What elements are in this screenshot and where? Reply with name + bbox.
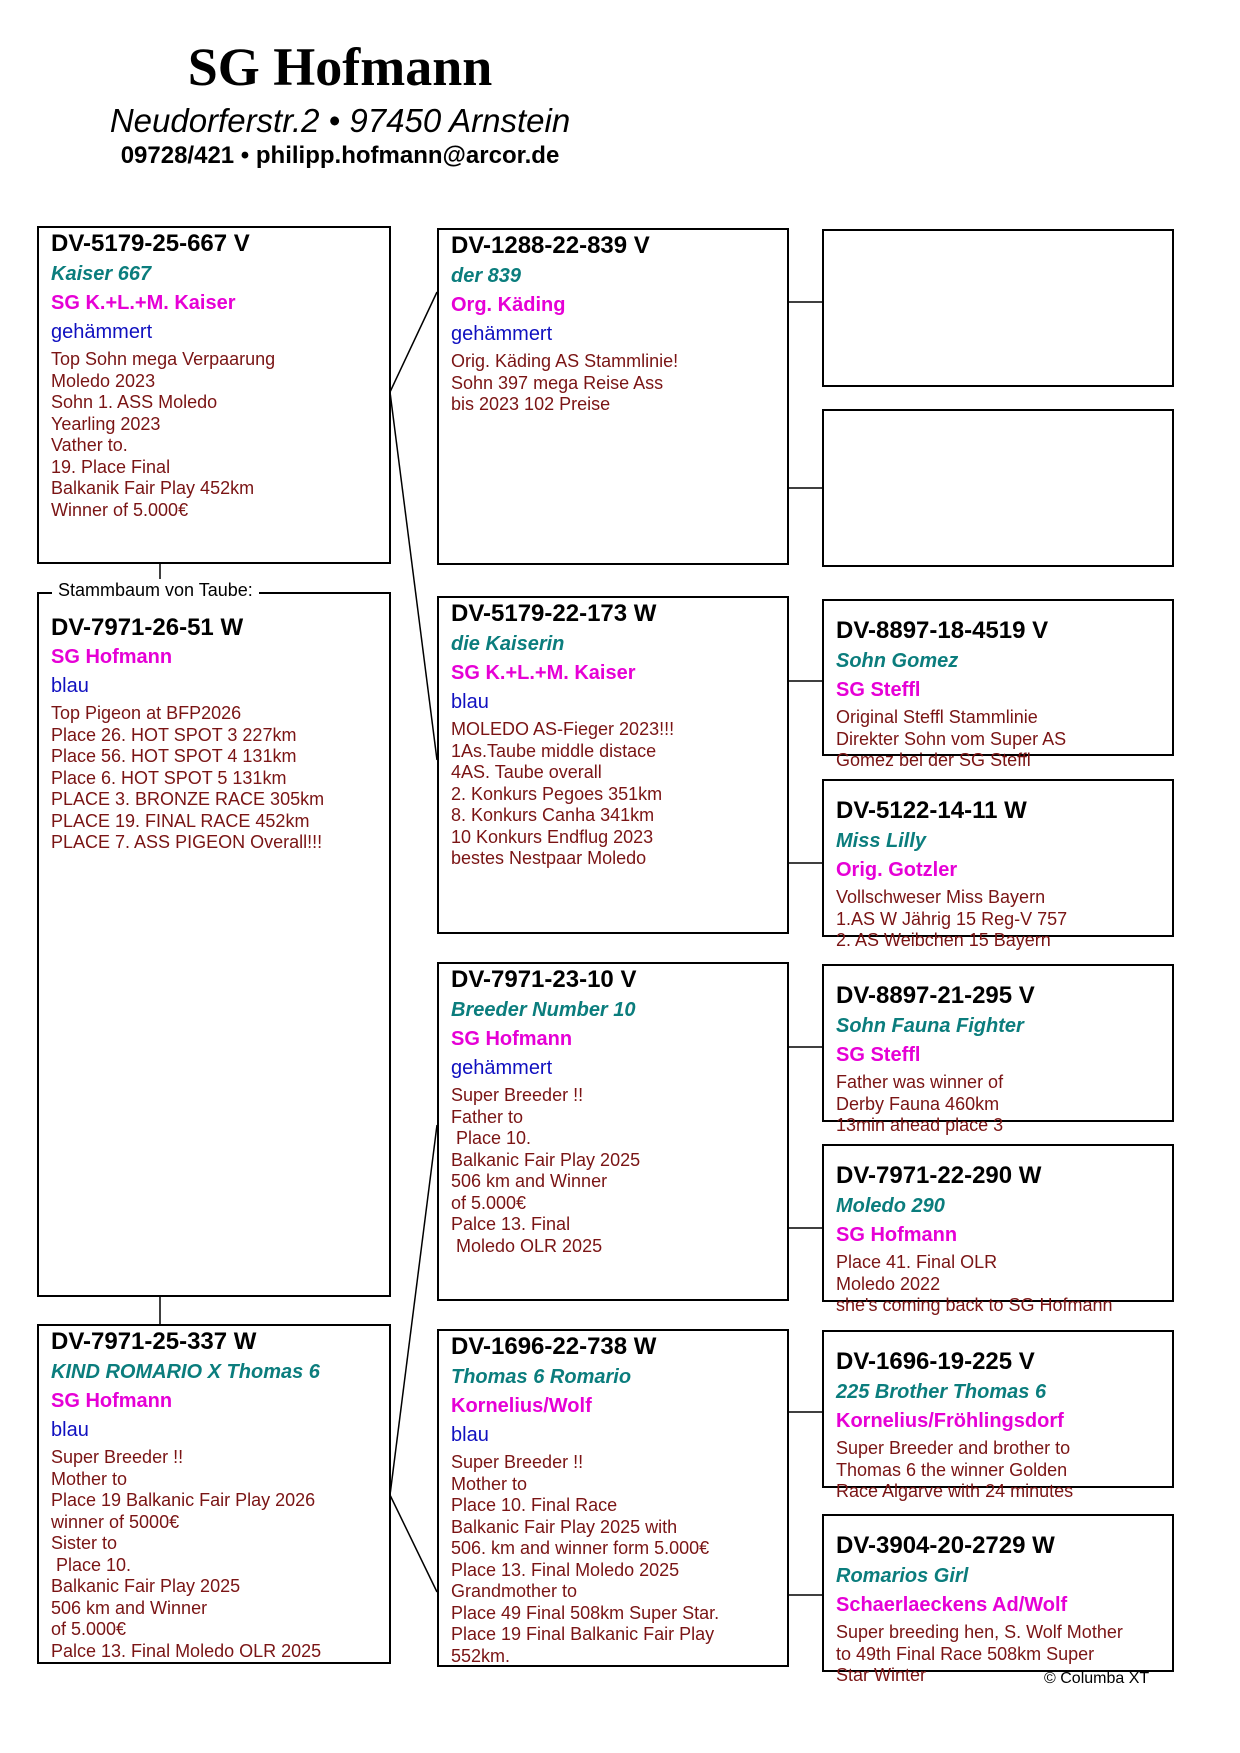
pigeon-name: Miss Lilly	[836, 830, 927, 852]
note-line: Balkanic Fair Play 2025	[451, 1149, 641, 1170]
breeder-name: SG Hofmann	[451, 1028, 573, 1050]
note-line: Place 19 Balkanic Fair Play 2026	[51, 1490, 316, 1510]
note-line: Place 6. HOT SPOT 5 131km	[51, 767, 287, 788]
pedigree-box-mother-mother	[437, 1329, 789, 1667]
note-line: Father to	[451, 1106, 524, 1127]
note-line: 4AS. Taube overall	[451, 762, 602, 782]
notes	[836, 1072, 1160, 1137]
ring-number: DV-8897-21-295 V	[836, 982, 1035, 1009]
breeder-name: Kornelius/Wolf	[451, 1395, 592, 1417]
note-line: 1As.Taube middle distace	[451, 740, 657, 761]
note-line: Place 26. HOT SPOT 3 227km	[51, 724, 297, 745]
note-line: Grandmother to	[451, 1581, 578, 1601]
note-line: Top Pigeon at BFP2026	[51, 703, 242, 723]
notes	[836, 1438, 1160, 1503]
breeder-name: Org. Käding	[451, 294, 566, 316]
note-line: 552km.	[451, 1645, 511, 1666]
note-line: Balkanic Fair Play 2025 with	[451, 1516, 678, 1537]
note-line: Mother to	[51, 1468, 128, 1489]
note-line: 19. Place Final	[51, 456, 171, 477]
note-line: Place 41. Final OLR	[836, 1252, 998, 1272]
note-line: Balkanik Fair Play 452km	[51, 478, 255, 498]
note-line: Top Sohn mega Verpaarung	[51, 349, 276, 369]
pigeon-name: Moledo 290	[836, 1195, 945, 1217]
ring-number: DV-3904-20-2729 W	[836, 1532, 1055, 1559]
note-line: of 5.000€	[451, 1192, 527, 1213]
breeder-name: SG Steffl	[836, 679, 921, 701]
ring-number: DV-7971-26-51 W	[51, 614, 244, 641]
note-line: Place 56. HOT SPOT 4 131km	[51, 746, 297, 766]
pigeon-name: Sohn Fauna Fighter	[836, 1015, 1024, 1037]
note-line: Place 10.	[51, 1554, 132, 1575]
note-line: Race Algarve with 24 minutes	[836, 1481, 1074, 1501]
pedigree-box-empty-2	[822, 409, 1174, 567]
breeder-name: SG K.+L.+M. Kaiser	[451, 662, 636, 684]
color-label: blau	[51, 1419, 89, 1441]
pigeon-name: Breeder Number 10	[451, 999, 636, 1021]
note-line: Thomas 6 the winner Golden	[836, 1459, 1068, 1480]
address-line: Neudorferstr.2 • 97450 Arnstein	[109, 102, 571, 139]
note-line: Sohn 1. ASS Moledo	[51, 392, 218, 412]
breeder-name: Orig. Gotzler	[836, 859, 958, 881]
pedigree-box-father-mother	[437, 596, 789, 934]
note-line: Balkanic Fair Play 2025	[51, 1576, 241, 1596]
notes	[836, 887, 1160, 952]
notes	[51, 703, 377, 854]
note-line: Direkter Sohn vom Super AS	[836, 728, 1067, 749]
pigeon-name: die Kaiserin	[451, 633, 565, 655]
ring-number: DV-7971-22-290 W	[836, 1162, 1042, 1189]
note-line: PLACE 19. FINAL RACE 452km	[51, 810, 310, 831]
note-line: 10 Konkurs Endflug 2023	[451, 826, 654, 847]
pedigree-box-fm-mother	[822, 779, 1174, 950]
note-line: MOLEDO AS-Fieger 2023!!!	[451, 719, 675, 739]
note-line: Moledo 2023	[51, 370, 156, 391]
ring-number: DV-5122-14-11 W	[836, 797, 1027, 824]
breeder-name: SG Hofmann	[836, 1224, 958, 1246]
breeder-name: SG K.+L.+M. Kaiser	[51, 292, 236, 314]
notes	[451, 1085, 775, 1257]
note-line: Super breeding hen, S. Wolf Mother	[836, 1622, 1123, 1642]
pedigree-box-mm-father	[822, 1330, 1174, 1501]
pigeon-name: Kaiser 667	[51, 263, 152, 285]
pigeon-name: Sohn Gomez	[836, 650, 959, 672]
notes	[836, 707, 1160, 772]
note-line: Super Breeder !!	[451, 1085, 584, 1105]
pigeon-name: 225 Brother Thomas 6	[836, 1381, 1047, 1403]
note-line: Vather to.	[51, 435, 128, 455]
note-line: 8. Konkurs Canha 341km	[451, 805, 655, 825]
note-line: 2. AS Weibchen 15 Bayern	[836, 930, 1051, 950]
breeder-name: SG Hofmann	[51, 1390, 173, 1412]
pedigree-box-father	[37, 226, 391, 564]
note-line: bestes Nestpaar Moledo	[451, 848, 647, 868]
note-line: Place 19 Final Balkanic Fair Play	[451, 1624, 715, 1644]
breeder-name: SG Hofmann	[51, 646, 173, 668]
note-line: Mother to	[451, 1473, 528, 1494]
note-line: Winner of 5.000€	[51, 499, 189, 520]
color-label: gehämmert	[51, 321, 153, 343]
ring-number: DV-1696-22-738 W	[451, 1333, 657, 1360]
note-line: Palce 13. Final	[451, 1214, 571, 1234]
color-label: gehämmert	[451, 323, 553, 345]
notes	[836, 1252, 1160, 1317]
note-line: Moledo 2022	[836, 1273, 941, 1294]
note-line: Super Breeder !!	[51, 1447, 184, 1467]
notes	[451, 1452, 775, 1667]
color-label: blau	[51, 675, 89, 697]
note-line: Orig. Käding AS Stammlinie!	[451, 351, 679, 371]
note-line: Place 10. Final Race	[451, 1495, 618, 1515]
notes	[51, 349, 377, 521]
pedigree-box-mother-father	[437, 962, 789, 1301]
ring-number: DV-7971-23-10 V	[451, 966, 637, 993]
notes	[51, 1447, 377, 1662]
note-line: PLACE 7. ASS PIGEON Overall!!!	[51, 832, 323, 852]
note-line: to 49th Final Race 508km Super	[836, 1643, 1095, 1664]
color-label: gehämmert	[451, 1057, 553, 1079]
page-title: SG Hofmann	[187, 37, 493, 97]
note-line: she's coming back to SG Hofmann	[836, 1295, 1113, 1315]
note-line: Place 13. Final Moledo 2025	[451, 1559, 680, 1580]
note-line: Super Breeder !!	[451, 1452, 584, 1472]
pedigree-box-mf-mother	[822, 1144, 1174, 1315]
ring-number: DV-1696-19-225 V	[836, 1348, 1035, 1375]
pedigree-box-mother	[37, 1324, 391, 1664]
breeder-name: Kornelius/Fröhlingsdorf	[836, 1410, 1064, 1432]
contact-line: 09728/421 • philipp.hofmann@arcor.de	[120, 142, 560, 169]
ring-number: DV-8897-18-4519 V	[836, 617, 1049, 644]
ring-number: DV-7971-25-337 W	[51, 1328, 257, 1355]
note-line: PLACE 3. BRONZE RACE 305km	[51, 789, 325, 809]
note-line: 2. Konkurs Pegoes 351km	[451, 783, 663, 804]
note-line: 1.AS W Jährig 15 Reg-V 757	[836, 908, 1068, 929]
pedigree-box-empty-1	[822, 229, 1174, 387]
note-line: Moledo OLR 2025	[451, 1235, 603, 1256]
note-line: Palce 13. Final Moledo OLR 2025	[51, 1640, 322, 1661]
pigeon-name: Romarios Girl	[836, 1565, 969, 1587]
note-line: Derby Fauna 460km	[836, 1093, 1000, 1114]
note-line: Sohn 397 mega Reise Ass	[451, 372, 664, 393]
note-line: Super Breeder and brother to	[836, 1438, 1071, 1458]
ring-number: DV-5179-22-173 W	[451, 600, 657, 627]
pigeon-name: der 839	[451, 265, 522, 287]
pigeon-name: KIND ROMARIO X Thomas 6	[51, 1361, 320, 1383]
note-line: Place 49 Final 508km Super Star.	[451, 1602, 720, 1623]
note-line: Father was winner of	[836, 1072, 1004, 1092]
note-line: 506 km and Winner	[451, 1171, 608, 1191]
color-label: blau	[451, 1424, 489, 1446]
note-line: 13min ahead place 3	[836, 1115, 1004, 1135]
ring-number: DV-1288-22-839 V	[451, 232, 650, 259]
note-line: Vollschweser Miss Bayern	[836, 887, 1046, 907]
pedigree-box-mf-father	[822, 964, 1174, 1135]
note-line: Sister to	[51, 1533, 118, 1553]
pedigree-box-subject	[37, 592, 391, 1297]
note-line: bis 2023 102 Preise	[451, 394, 611, 414]
note-line: 506 km and Winner	[51, 1597, 208, 1618]
pigeon-name: Thomas 6 Romario	[451, 1366, 632, 1388]
footer-copyright: © Columba XT	[1044, 1670, 1150, 1687]
notes	[451, 719, 775, 870]
notes	[451, 351, 775, 416]
pedigree-box-fm-father	[822, 599, 1174, 770]
ring-number: DV-5179-25-667 V	[51, 230, 250, 257]
note-line: Place 10.	[451, 1128, 532, 1148]
breeder-name: Schaerlaeckens Ad/Wolf	[836, 1594, 1068, 1616]
note-line: winner of 5000€	[51, 1511, 180, 1532]
note-line: Original Steffl Stammlinie	[836, 707, 1038, 727]
color-label: blau	[451, 691, 489, 713]
note-line: of 5.000€	[51, 1619, 127, 1639]
note-line: 506. km and winner form 5.000€	[451, 1538, 710, 1558]
breeder-name: SG Steffl	[836, 1044, 921, 1066]
note-line: Star Winter	[836, 1665, 927, 1685]
note-line: Gomez bei der SG Steffl	[836, 750, 1031, 770]
pedigree-label: Stammbaum von Taube:	[52, 580, 259, 601]
note-line: Yearling 2023	[51, 413, 161, 434]
pedigree-box-father-father	[437, 228, 789, 565]
